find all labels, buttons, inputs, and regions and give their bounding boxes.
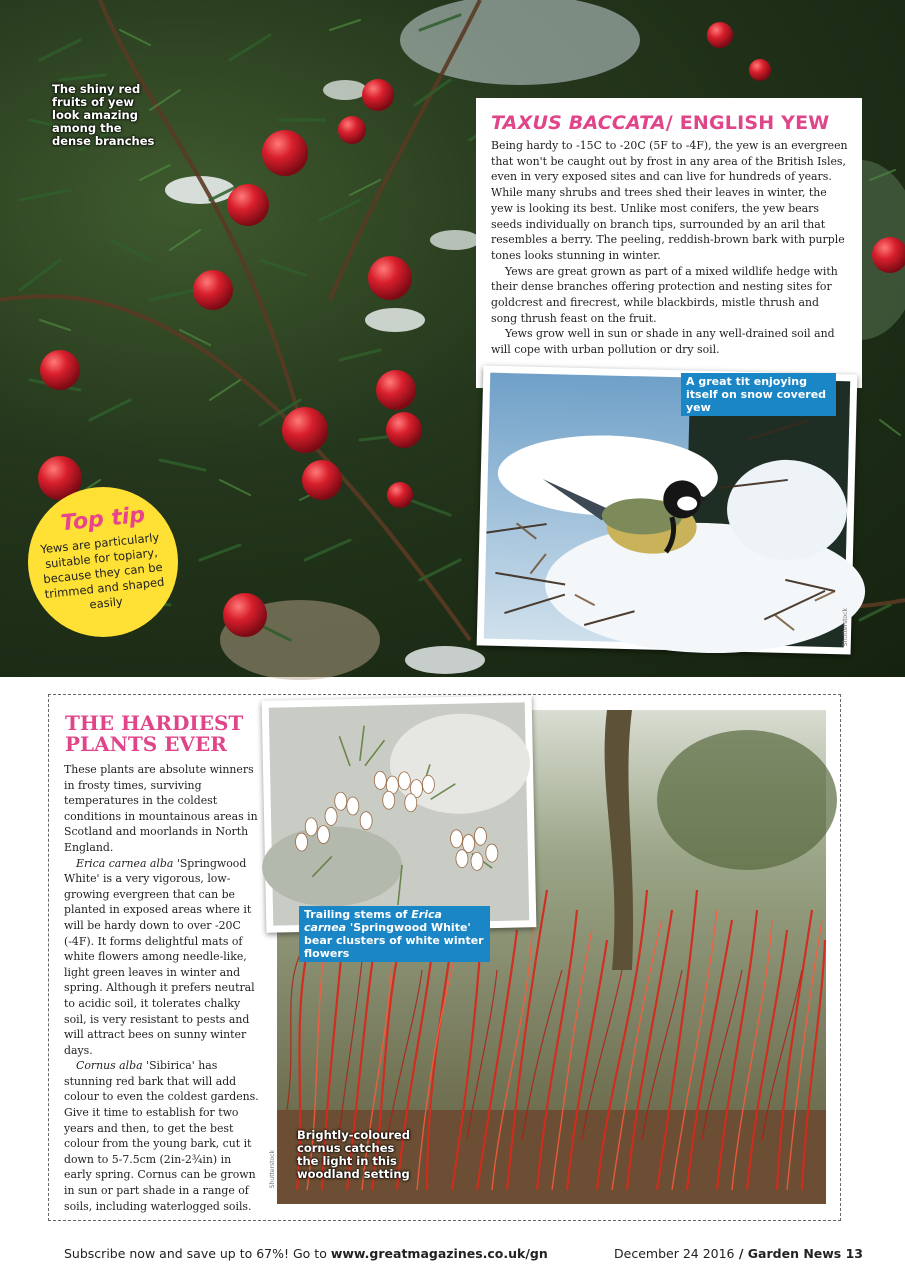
yew-title-common: ENGLISH YEW — [672, 112, 830, 134]
hardiest-paragraph — [64, 856, 260, 1059]
subscribe-text: Subscribe now and save up to 67%! Go to — [64, 1246, 331, 1261]
hardiest-paragraph — [64, 1058, 260, 1214]
erica-caption-italic: Erica carnea — [304, 908, 442, 934]
hardiest-paragraph: These plants are absolute winners in frosty times, surviving temperatures in the coldest conditions in mountainous areas in Scotland and moorlands in North England. — [64, 763, 258, 854]
subscribe-footer — [64, 1246, 548, 1261]
cornus-description: 'Sibirica' has stunning red bark that will add colour to even the coldest gardens. Give it time to establish for two years and then, to get the best colour from the young bark, cut it down to 5-7.5cm (2in-2¾in) in early spring. Cornus can be grown in sun or part shade in a range of soils, including waterlogged soils. — [64, 1059, 259, 1213]
erica-caption-post: 'Springwood White' bear clusters of white winter flowers — [304, 921, 484, 960]
yew-article-title — [491, 112, 848, 134]
cornus-caption: Brightly-coloured cornus catches the light in this woodland setting — [297, 1128, 410, 1181]
hardiest-title: THE HARDIEST PLANTS EVER — [65, 711, 244, 756]
bird-photo-credit: Shutterstock — [842, 608, 849, 647]
subscribe-link[interactable]: www.greatmagazines.co.uk/gn — [330, 1246, 548, 1261]
hardiest-text — [64, 762, 260, 1214]
erica-latin-name: Erica carnea alba — [76, 856, 174, 870]
cornus-photo-credit: Shutterstock — [269, 1150, 276, 1189]
erica-caption-pre: Trailing stems of — [304, 908, 412, 921]
top-tip-text: Yews are particularly suitable for topiary, because they can be trimmed and shaped easily — [39, 529, 165, 612]
yew-title-latin: TAXUS BACCATA — [491, 112, 666, 134]
erica-description: 'Springwood White' is a very vigorous, low-growing evergreen that can be planted in exposed areas where it will be hardy down to over -20C (-4F). It forms delightful mats of white flowers among needle-like, light green leaves in winter and spring. Although it prefers neutral to acidic soil, it tolerates chalky soil, is very resistant to pests and will attract bees on sunny winter days. — [64, 856, 255, 1057]
top-tip-title: Top tip — [59, 502, 147, 537]
hero-caption: The shiny red fruits of yew look amazing among the dense branches — [52, 82, 155, 148]
issue-date: December 24 2016 — [614, 1246, 735, 1261]
great-tit-caption: A great tit enjoying itself on snow covered yew — [681, 373, 836, 416]
page-footer-info — [614, 1246, 863, 1261]
yew-title-separator: / — [665, 112, 673, 134]
yew-paragraph: Being hardy to -15C to -20C (5F to -4F), the yew is an evergreen that won't be caught out by frost in any area of the British Isles, even in very exposed sites and can live for hundreds of years. While many shrubs and trees shed their leaves in winter, the yew is looking its best. Unlike most conifers, the yew bears seeds individually on branch tips, surrounded by an aril that resembles a berry. The peeling, reddish-brown bark with purple tones looks stunning in winter. — [491, 139, 848, 262]
yew-paragraph: Yews are great grown as part of a mixed wildlife hedge with their dense branches offering protection and nesting sites for goldcrest and firecrest, while blackbirds, mistle thrush and song thrush feast on the fruit. — [491, 264, 838, 325]
publication-page: / Garden News 13 — [734, 1246, 863, 1261]
erica-caption — [299, 906, 490, 962]
erica-illustration — [269, 702, 530, 925]
yew-paragraph: Yews grow well in sun or shade in any well-drained soil and will cope with urban pollution or dry soil. — [491, 327, 835, 357]
yew-article — [476, 98, 862, 388]
erica-photo — [262, 695, 537, 933]
cornus-latin-name: Cornus alba — [76, 1059, 143, 1073]
top-tip-badge — [28, 487, 178, 637]
